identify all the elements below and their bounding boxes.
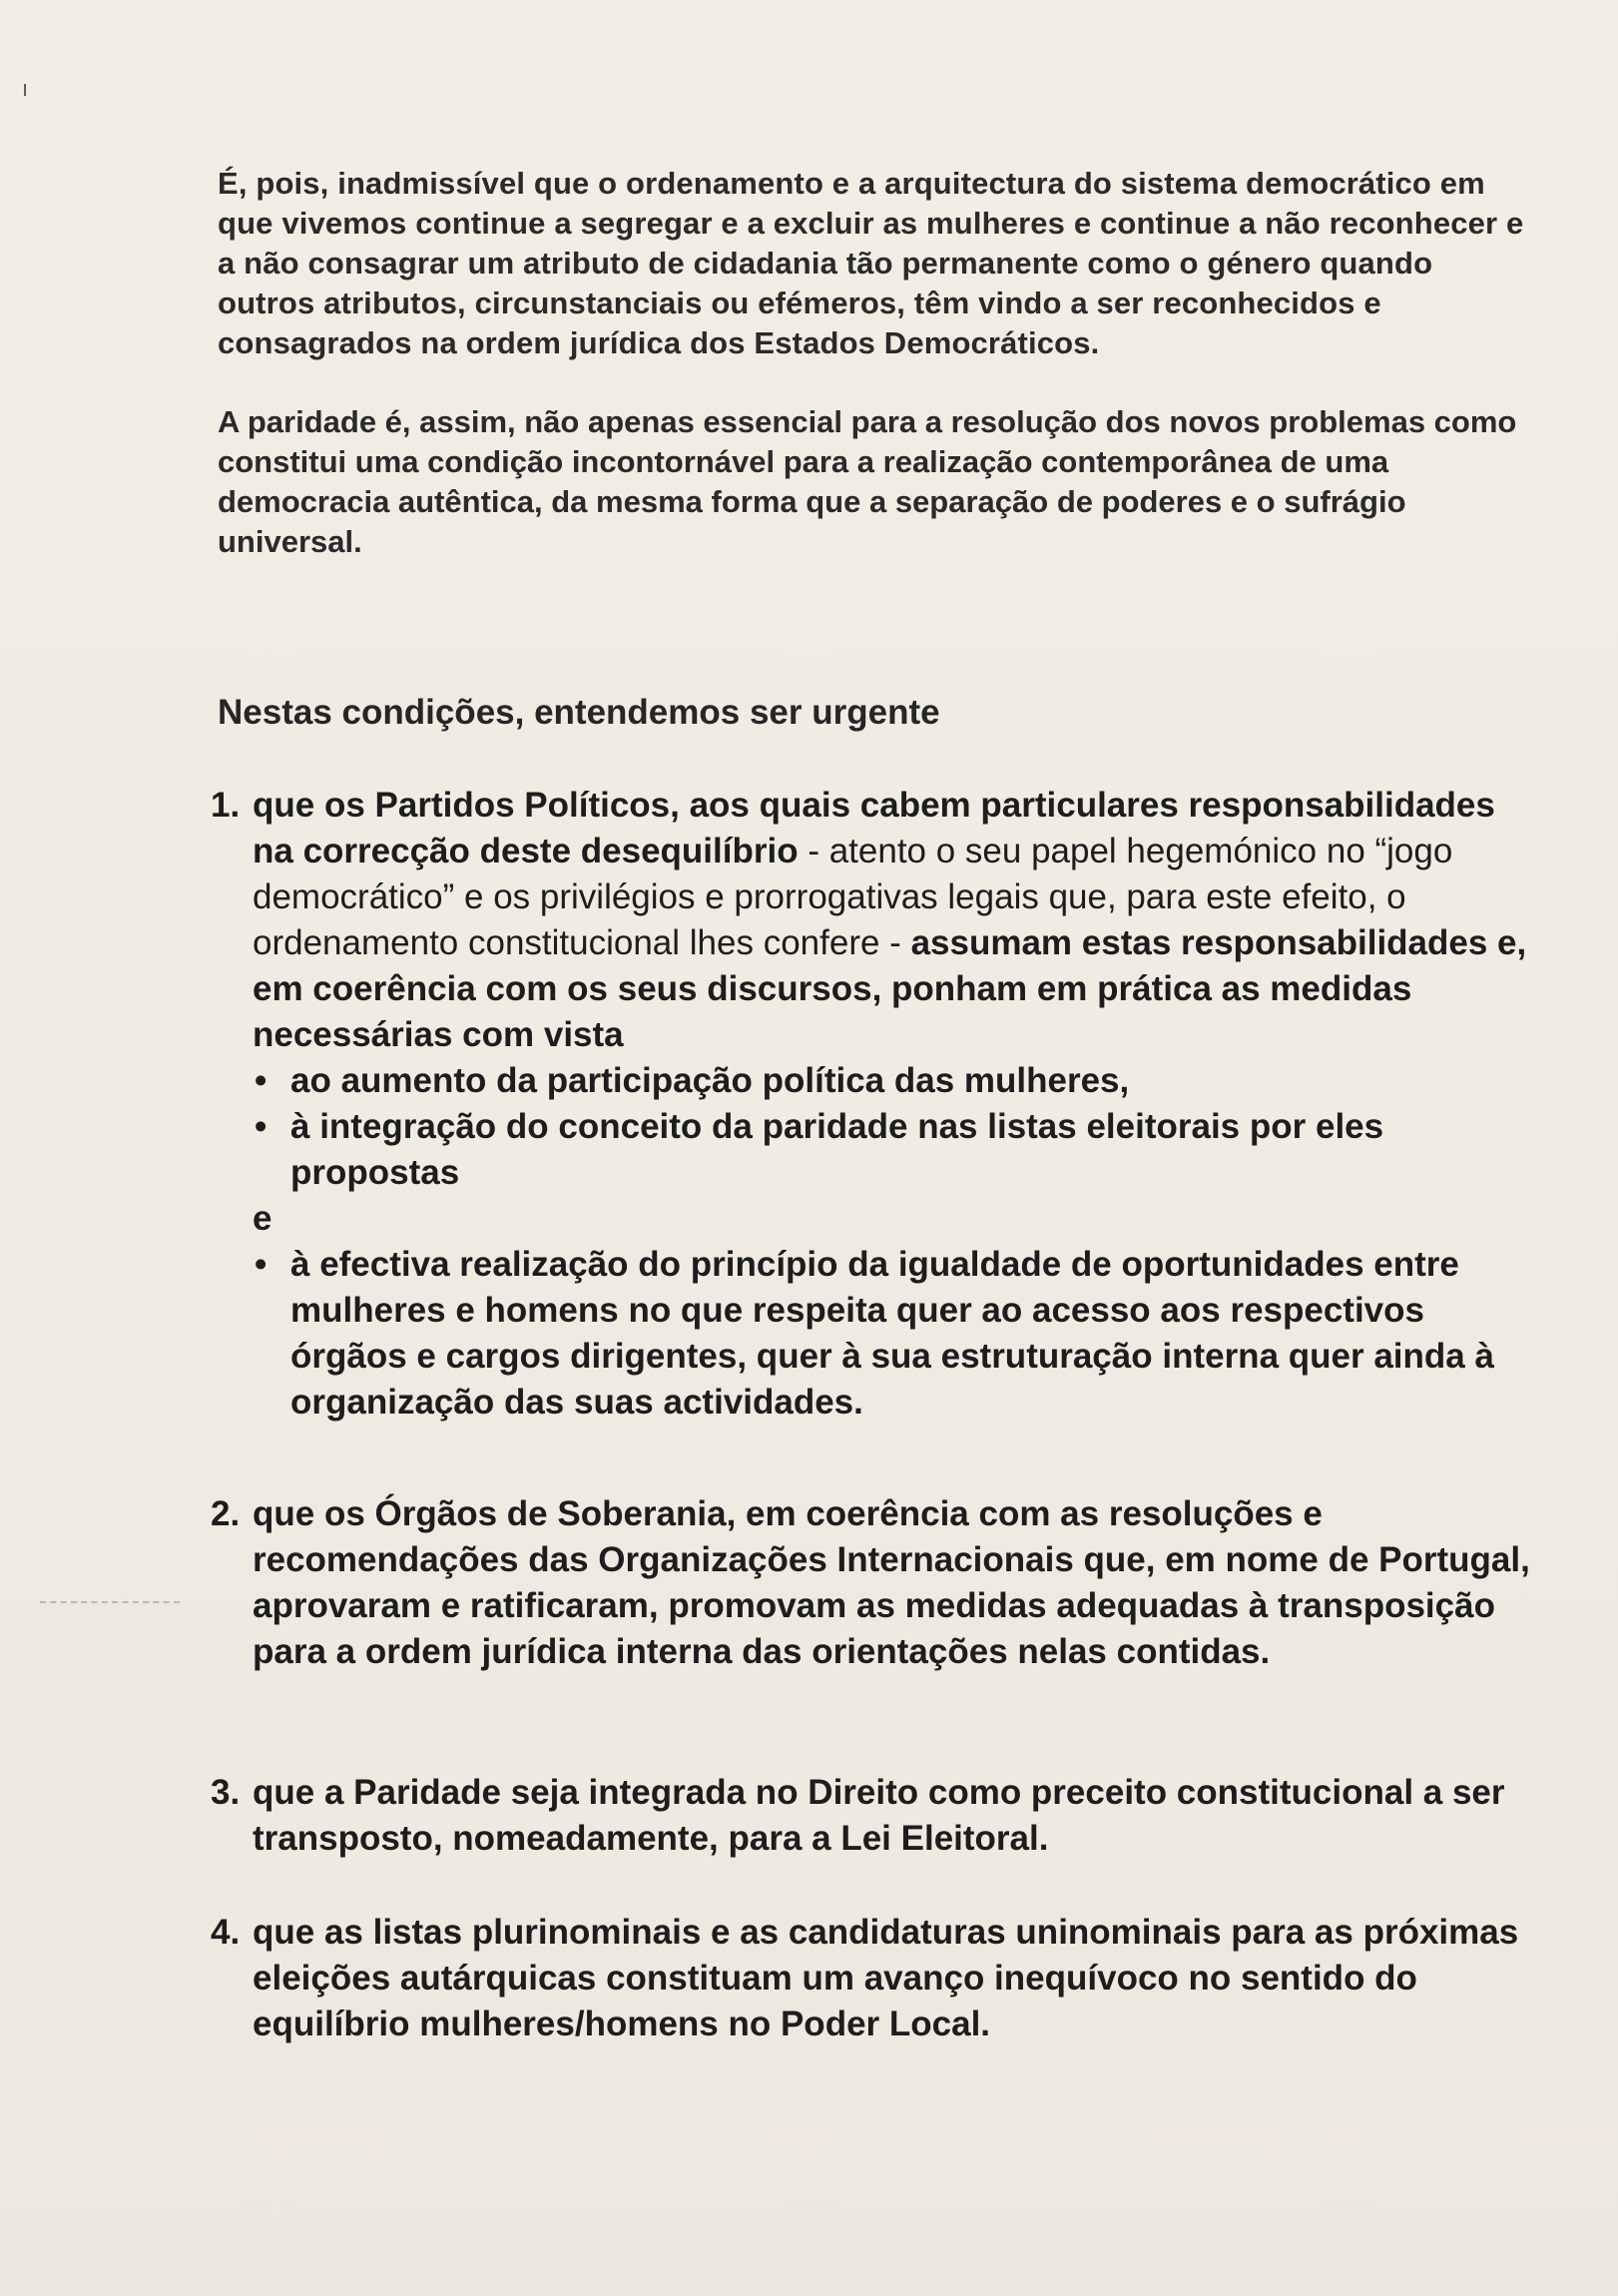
item-text: que os Órgãos de Soberania, em coerência com as resoluções e recomendações das Organizações Internacionais que, em nome de Portugal, aprovaram e ratificaram, promovam as medidas adequadas à transposição para a ordem jurídica interna das orientações nelas contidas. xyxy=(253,1494,1530,1671)
list-item-1 xyxy=(211,783,1538,1426)
paragraph-2: A paridade é, assim, não apenas essencial para a resolução dos novos problemas como constitui uma condição incontornável para a realização contemporânea de uma democracia autêntica, da mesma forma que a separação de poderes e o sufrágio universal. xyxy=(218,404,1517,559)
margin-dash-decoration xyxy=(40,1601,180,1603)
bullet-text: à integração do conceito da paridade nas listas eleitorais por eles propostas xyxy=(290,1107,1384,1192)
conjunction: e xyxy=(253,1199,272,1238)
corner-mark: ı xyxy=(22,76,29,101)
bullet-text: ao aumento da participação política das mulheres, xyxy=(290,1061,1130,1100)
intro-section xyxy=(218,164,1535,562)
paragraph-1: É, pois, inadmissível que o ordenamento e a arquitectura do sistema democrático em que vivemos continue a segregar e a excluir as mulheres e continue a não reconhecer e a não consagrar um atributo de cidadania tão permanente como o género quando outros atributos, circunstanciais ou efémeros, têm vindo a ser reconhecidos e consagrados na ordem jurídica dos Estados Democráticos. xyxy=(218,166,1524,360)
bullet-dot: • xyxy=(255,1107,268,1146)
item-body xyxy=(253,783,1538,1426)
bullet-list-last xyxy=(253,1242,1538,1426)
bullet-text: à efectiva realização do princípio da igualdade de oportunidades entre mulheres e homens no que respeita quer ao acesso aos respectivos órgãos e cargos dirigentes, quer à sua estruturação interna quer ainda à organização das suas actividades. xyxy=(290,1245,1494,1422)
item-number: 4. xyxy=(211,1913,241,1952)
list-item-3 xyxy=(211,1770,1538,1862)
item-text-normal: - atento o seu papel hegemónico no “jogo democrático” e os privilégios e prorrogativas legais que, para este efeito, o ordenamento constitucional lhes confere - xyxy=(253,832,1453,962)
bullet-dot: • xyxy=(255,1245,268,1284)
item-text-bold-1: que os Partidos Políticos, aos quais cabem particulares responsabilidades na correcção deste desequilíbrio xyxy=(253,786,1495,870)
item-number: 1. xyxy=(211,786,241,825)
item-text-bold-2: assumam estas responsabilidades e, em coerência com os seus discursos, ponham em prática as medidas necessárias com vista xyxy=(253,923,1527,1054)
list-item-2 xyxy=(211,1491,1538,1675)
bullet-item xyxy=(253,1242,1538,1426)
bullet-list xyxy=(253,1058,1538,1196)
item-text: que a Paridade seja integrada no Direito como preceito constitucional a ser transposto, nomeadamente, para a Lei Eleitoral. xyxy=(253,1773,1505,1858)
item-number: 2. xyxy=(211,1494,241,1533)
section-heading: Nestas condições, entendemos ser urgente xyxy=(218,693,940,732)
item-text: que as listas plurinominais e as candidaturas uninominais para as próximas eleições autárquicas constituam um avanço inequívoco no sentido do equilíbrio mulheres/homens no Poder Local. xyxy=(253,1913,1519,2043)
bullet-item xyxy=(253,1104,1538,1196)
bullet-dot: • xyxy=(255,1061,268,1100)
bullet-item xyxy=(253,1058,1538,1104)
list-item-4 xyxy=(211,1910,1538,2047)
item-number: 3. xyxy=(211,1773,241,1812)
